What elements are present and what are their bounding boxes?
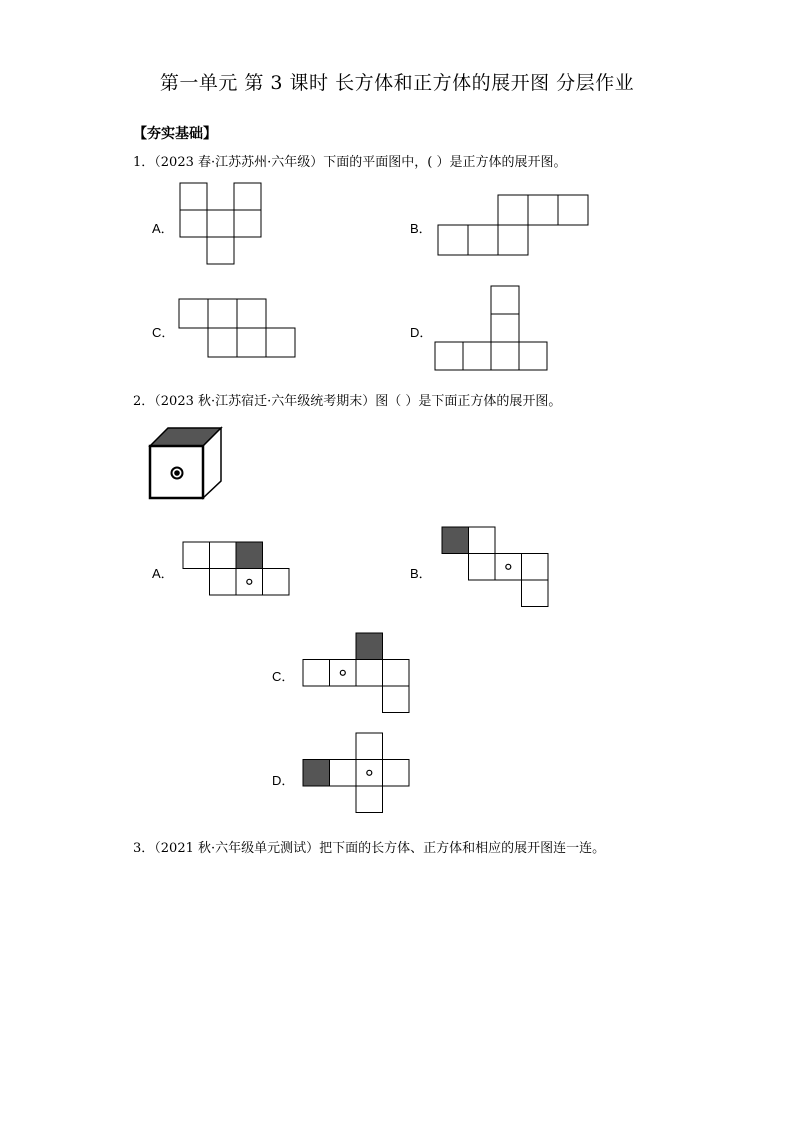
- q2-net-b[interactable]: [442, 527, 550, 609]
- net-square: [463, 342, 491, 370]
- page-title: 第一单元 第 3 课时 长方体和正方体的展开图 分层作业: [159, 72, 635, 94]
- net-square: [383, 660, 410, 687]
- net-square: [435, 342, 463, 370]
- dot-icon: [506, 564, 511, 569]
- question-1-text: 1．（2023 春·江苏苏州·六年级）下面的平面图中，( ）是正方体的展开图。: [133, 155, 567, 170]
- q1-option-d-label: D．: [410, 325, 433, 340]
- net-square: [237, 299, 266, 328]
- q1-net-a[interactable]: [180, 183, 264, 267]
- q1-option-c-label: C．: [152, 325, 175, 340]
- q1-option-a-label: A．: [152, 221, 174, 236]
- net-square: [468, 225, 498, 255]
- dot-center-icon: [174, 470, 180, 476]
- net-square: [263, 569, 290, 596]
- net-square: [210, 569, 237, 596]
- shaded-square: [442, 527, 469, 554]
- net-square: [498, 195, 528, 225]
- net-square: [491, 314, 519, 342]
- net-square: [207, 210, 234, 237]
- shaded-square: [236, 542, 263, 569]
- question-3-text: 3．（2021 秋·六年级单元测试）把下面的长方体、正方体和相应的展开图连一连。: [133, 841, 606, 856]
- net-square: [330, 760, 357, 787]
- net-square: [210, 542, 237, 569]
- net-square: [180, 210, 207, 237]
- dot-icon: [367, 770, 372, 775]
- net-square: [234, 183, 261, 210]
- q2-option-c-label: C．: [272, 669, 295, 684]
- cube-illustration: [149, 426, 223, 500]
- net-square: [266, 328, 295, 357]
- net-square: [491, 286, 519, 314]
- net-square: [519, 342, 547, 370]
- net-square: [183, 542, 210, 569]
- net-square: [469, 554, 496, 581]
- q2-net-a[interactable]: [183, 542, 291, 598]
- net-square: [522, 554, 549, 581]
- q2-option-d-label: D．: [272, 773, 295, 788]
- q1-net-b[interactable]: [438, 195, 590, 257]
- net-square: [383, 686, 410, 713]
- net-square: [356, 733, 383, 760]
- q1-net-d[interactable]: [435, 286, 549, 372]
- q1-option-b-label: B．: [410, 221, 432, 236]
- net-square: [383, 760, 410, 787]
- net-square: [498, 225, 528, 255]
- net-square: [179, 299, 208, 328]
- net-square: [237, 328, 266, 357]
- net-square: [208, 299, 237, 328]
- net-square: [491, 342, 519, 370]
- net-square: [356, 660, 383, 687]
- net-square: [438, 225, 468, 255]
- q2-net-c[interactable]: [303, 633, 411, 715]
- question-2-text: 2．（2023 秋·江苏宿迁·六年级统考期末）图（ ）是下面正方体的展开图。: [133, 394, 562, 409]
- net-square: [558, 195, 588, 225]
- net-square: [208, 328, 237, 357]
- net-square: [469, 527, 496, 554]
- net-square: [180, 183, 207, 210]
- shaded-square: [356, 633, 383, 660]
- q1-net-c[interactable]: [179, 299, 297, 359]
- shaded-square: [303, 760, 330, 787]
- dot-icon: [247, 579, 252, 584]
- net-square: [356, 786, 383, 813]
- net-square: [522, 580, 549, 607]
- net-square: [303, 660, 330, 687]
- net-square: [234, 210, 261, 237]
- q2-option-b-label: B．: [410, 566, 432, 581]
- net-square: [207, 237, 234, 264]
- q2-net-d[interactable]: [303, 733, 411, 815]
- dot-icon: [340, 670, 345, 675]
- q2-option-a-label: A．: [152, 566, 174, 581]
- net-square: [528, 195, 558, 225]
- section-header: 【夯实基础】: [133, 126, 217, 142]
